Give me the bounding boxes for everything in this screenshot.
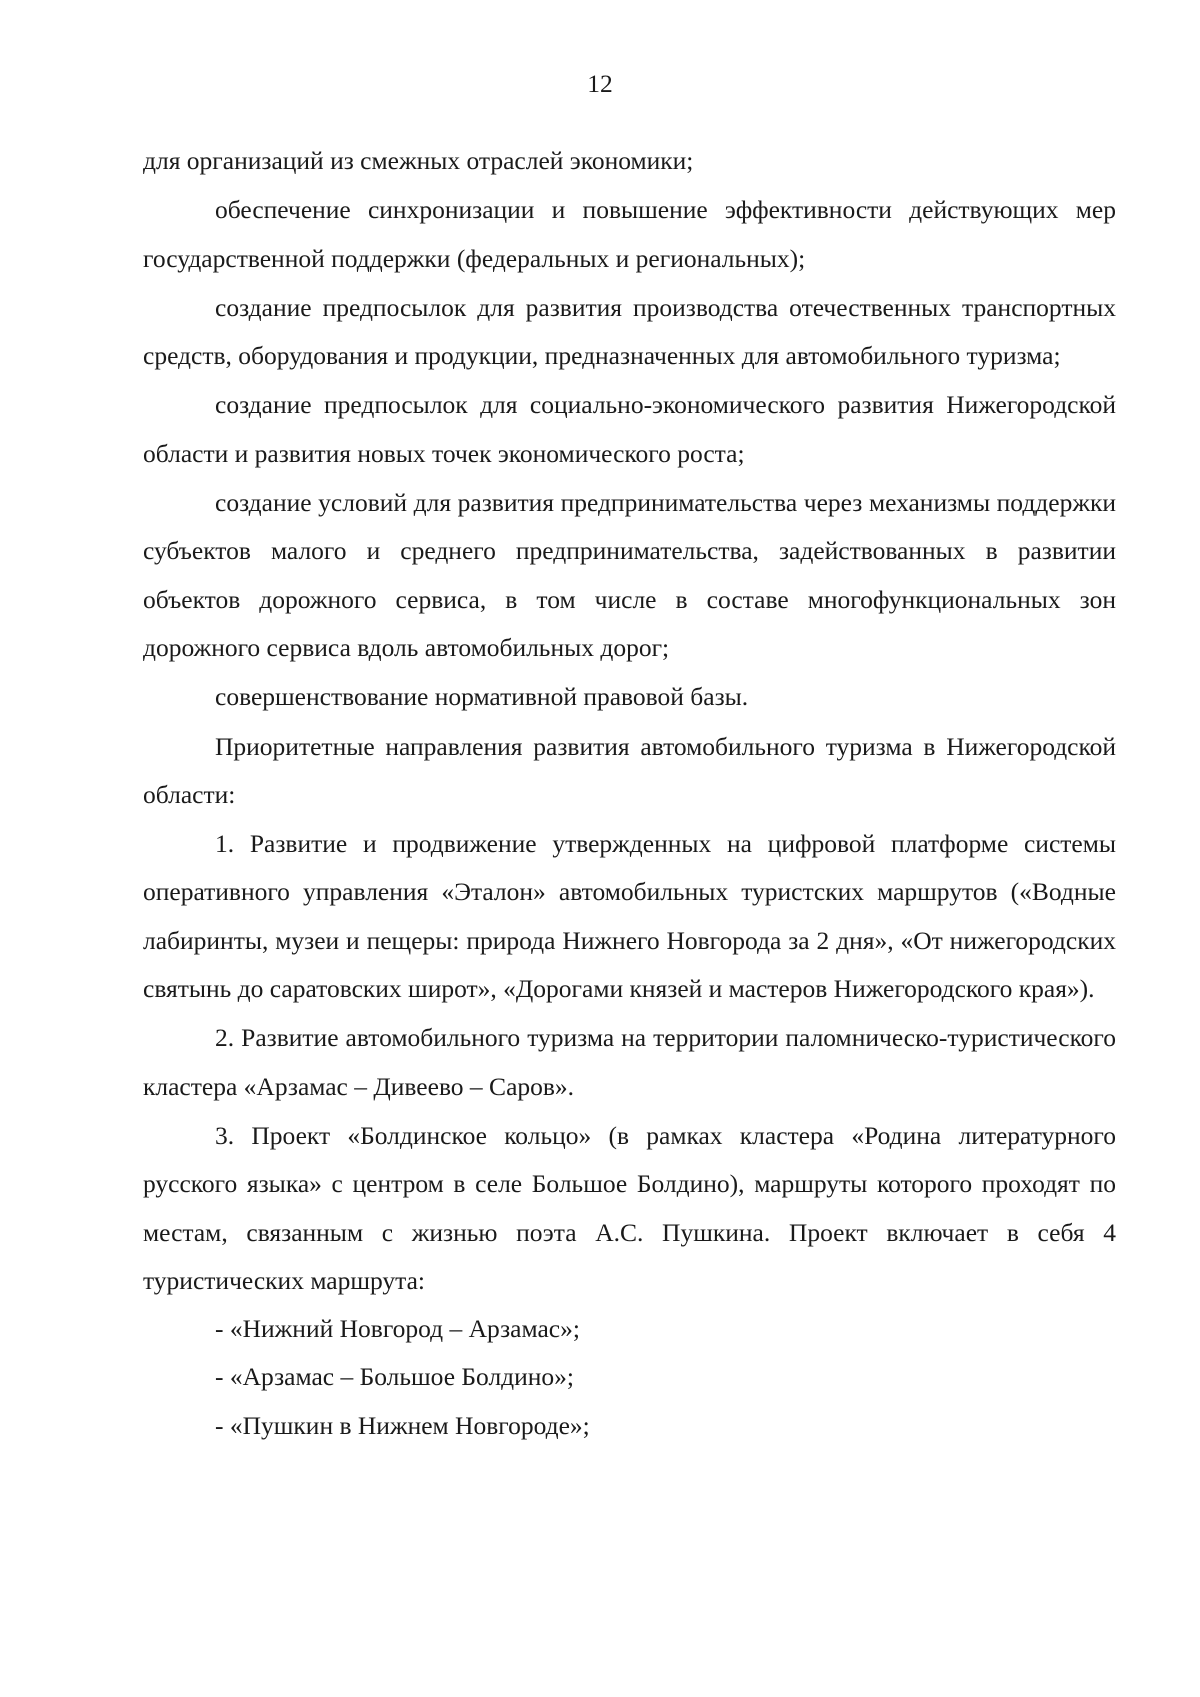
priority-item-2: 2. Развитие автомобильного туризма на территории паломническо-туристического кластера «Арзамас – Дивеево – Саров». [143, 1023, 1116, 1101]
paragraph-domestic-production: создание предпосылок для развития производства отечественных транспортных средств, оборудования и продукции, предназначенных для автомобильного туризма; [143, 292, 1116, 371]
paragraph-legal-framework: совершенствование нормативной правовой базы. [215, 682, 749, 712]
paragraph-entrepreneurship: создание условий для развития предпринимательства через механизмы поддержки субъектов малого и среднего предпринимательства, задействованных в развитии объектов дорожного сервиса, в том числе в составе многофункциональных зон дорожного сервиса вдоль автомобильных дорог; [143, 488, 1116, 662]
route-list-item: - «Нижний Новгород – Арзамас»; [215, 1314, 580, 1344]
page-number: 12 [587, 69, 613, 98]
priority-item-3: 3. Проект «Болдинское кольцо» (в рамках кластера «Родина литературного русского языка» с центром в селе Большое Болдино), маршруты которого проходят по местам, связанным с жизнью поэта А.С. Пушкина. Проект включает в себя 4 туристических маршрута: [143, 1120, 1116, 1295]
route-list-item: - «Пушкин в Нижнем Новгороде»; [215, 1410, 590, 1440]
priority-item-1: 1. Развитие и продвижение утвержденных на цифровой платформе системы оперативного управления «Эталон» автомобильных туристских маршрутов («Водные лабиринты, музеи и пещеры: природа Нижнего Новгорода за 2 дня», «От нижегородских святынь до саратовских широт», «Дорогами князей и мастеров Нижегородского края»). [143, 829, 1116, 1004]
route-list-item: - «Арзамас – Большое Болдино»; [215, 1362, 575, 1392]
paragraph-support-measures: обеспечение синхронизации и повышение эффективности действующих мер государственной поддержки (федеральных и региональных); [143, 195, 1116, 273]
paragraph-continuation: для организаций из смежных отраслей экономики; [143, 146, 694, 175]
paragraph-priority-directions: Приоритетные направления развития автомобильного туризма в Нижегородской области: [143, 731, 1116, 809]
paragraph-regional-development: создание предпосылок для социально-экономического развития Нижегородской области и развития новых точек экономического роста; [143, 390, 1116, 468]
document-body [143, 137, 1116, 1450]
